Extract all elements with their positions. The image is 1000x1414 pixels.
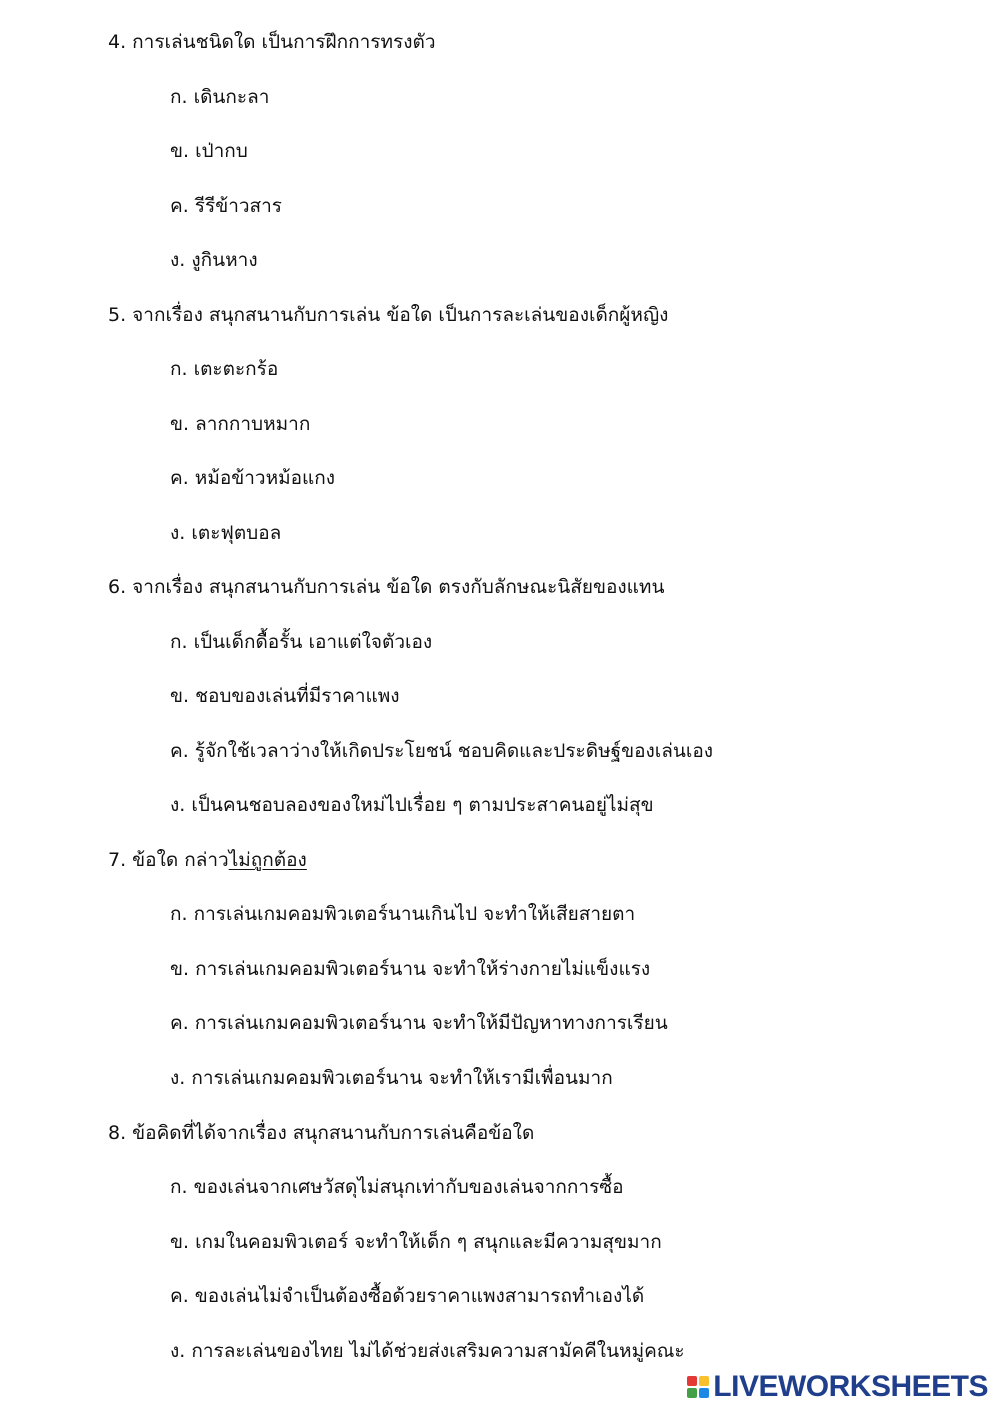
question-6-choice-d: ง. เป็นคนชอบลองของใหม่ไปเรื่อย ๆ ตามประสาคนอยู่ไม่สุข [170,794,654,816]
question-5-choice-d: ง. เตะฟุตบอล [170,522,282,544]
logo-square-blue [699,1388,709,1398]
question-8: 8. ข้อคิดที่ได้จากเรื่อง สนุกสนานกับการเล่นคือข้อใด [108,1122,535,1144]
logo-square-green [687,1388,697,1398]
question-8-choice-a: ก. ของเล่นจากเศษวัสดุไม่สนุกเท่ากับของเล่นจากการซื้อ [170,1176,624,1198]
question-4-choice-c: ค. รีรีข้าวสาร [170,195,282,217]
question-7-underlined: ไม่ถูกต้อง [228,849,307,871]
liveworksheets-logo [687,1370,988,1404]
question-6-choice-b: ข. ชอบของเล่นที่มีราคาแพง [170,685,400,707]
liveworksheets-logo-text: LIVEWORKSHEETS [713,1370,988,1403]
question-7-prefix: 7. ข้อใด กล่าว [108,849,229,871]
question-4: 4. การเล่นชนิดใด เป็นการฝึกการทรงตัว [108,31,436,53]
question-5: 5. จากเรื่อง สนุกสนานกับการเล่น ข้อใด เป็นการละเล่นของเด็กผู้หญิง [108,304,669,326]
question-5-choice-a: ก. เตะตะกร้อ [170,358,279,380]
logo-square-yellow [699,1376,709,1386]
question-5-choice-c: ค. หม้อข้าวหม้อแกง [170,467,336,489]
question-7-choice-b: ข. การเล่นเกมคอมพิวเตอร์นาน จะทำให้ร่างกายไม่แข็งแรง [170,958,651,980]
question-7-choice-a: ก. การเล่นเกมคอมพิวเตอร์นานเกินไป จะทำให้เสียสายตา [170,903,636,925]
question-6-choice-a: ก. เป็นเด็กดื้อรั้น เอาแต่ใจตัวเอง [170,631,433,653]
question-7 [108,847,307,873]
question-4-choice-b: ข. เป่ากบ [170,140,248,162]
question-4-choice-d: ง. งูกินหาง [170,249,258,271]
question-8-choice-b: ข. เกมในคอมพิวเตอร์ จะทำให้เด็ก ๆ สนุกและมีความสุขมาก [170,1231,662,1253]
question-4-choice-a: ก. เดินกะลา [170,86,270,108]
question-7-choice-c: ค. การเล่นเกมคอมพิวเตอร์นาน จะทำให้มีปัญหาทางการเรียน [170,1012,668,1034]
logo-square-red [687,1376,697,1386]
question-7-choice-d: ง. การเล่นเกมคอมพิวเตอร์นาน จะทำให้เรามีเพื่อนมาก [170,1067,613,1089]
question-6: 6. จากเรื่อง สนุกสนานกับการเล่น ข้อใด ตรงกับลักษณะนิสัยของแทน [108,576,665,598]
question-8-choice-c: ค. ของเล่นไม่จำเป็นต้องซื้อด้วยราคาแพงสามารถทำเองได้ [170,1285,645,1307]
question-6-choice-c: ค. รู้จักใช้เวลาว่างให้เกิดประโยชน์ ชอบคิดและประดิษฐ์ของเล่นเอง [170,740,714,762]
liveworksheets-logo-icon [687,1376,709,1398]
question-8-choice-d: ง. การละเล่นของไทย ไม่ได้ช่วยส่งเสริมความสามัคคีในหมู่คณะ [170,1340,685,1362]
question-5-choice-b: ข. ลากกาบหมาก [170,413,311,435]
